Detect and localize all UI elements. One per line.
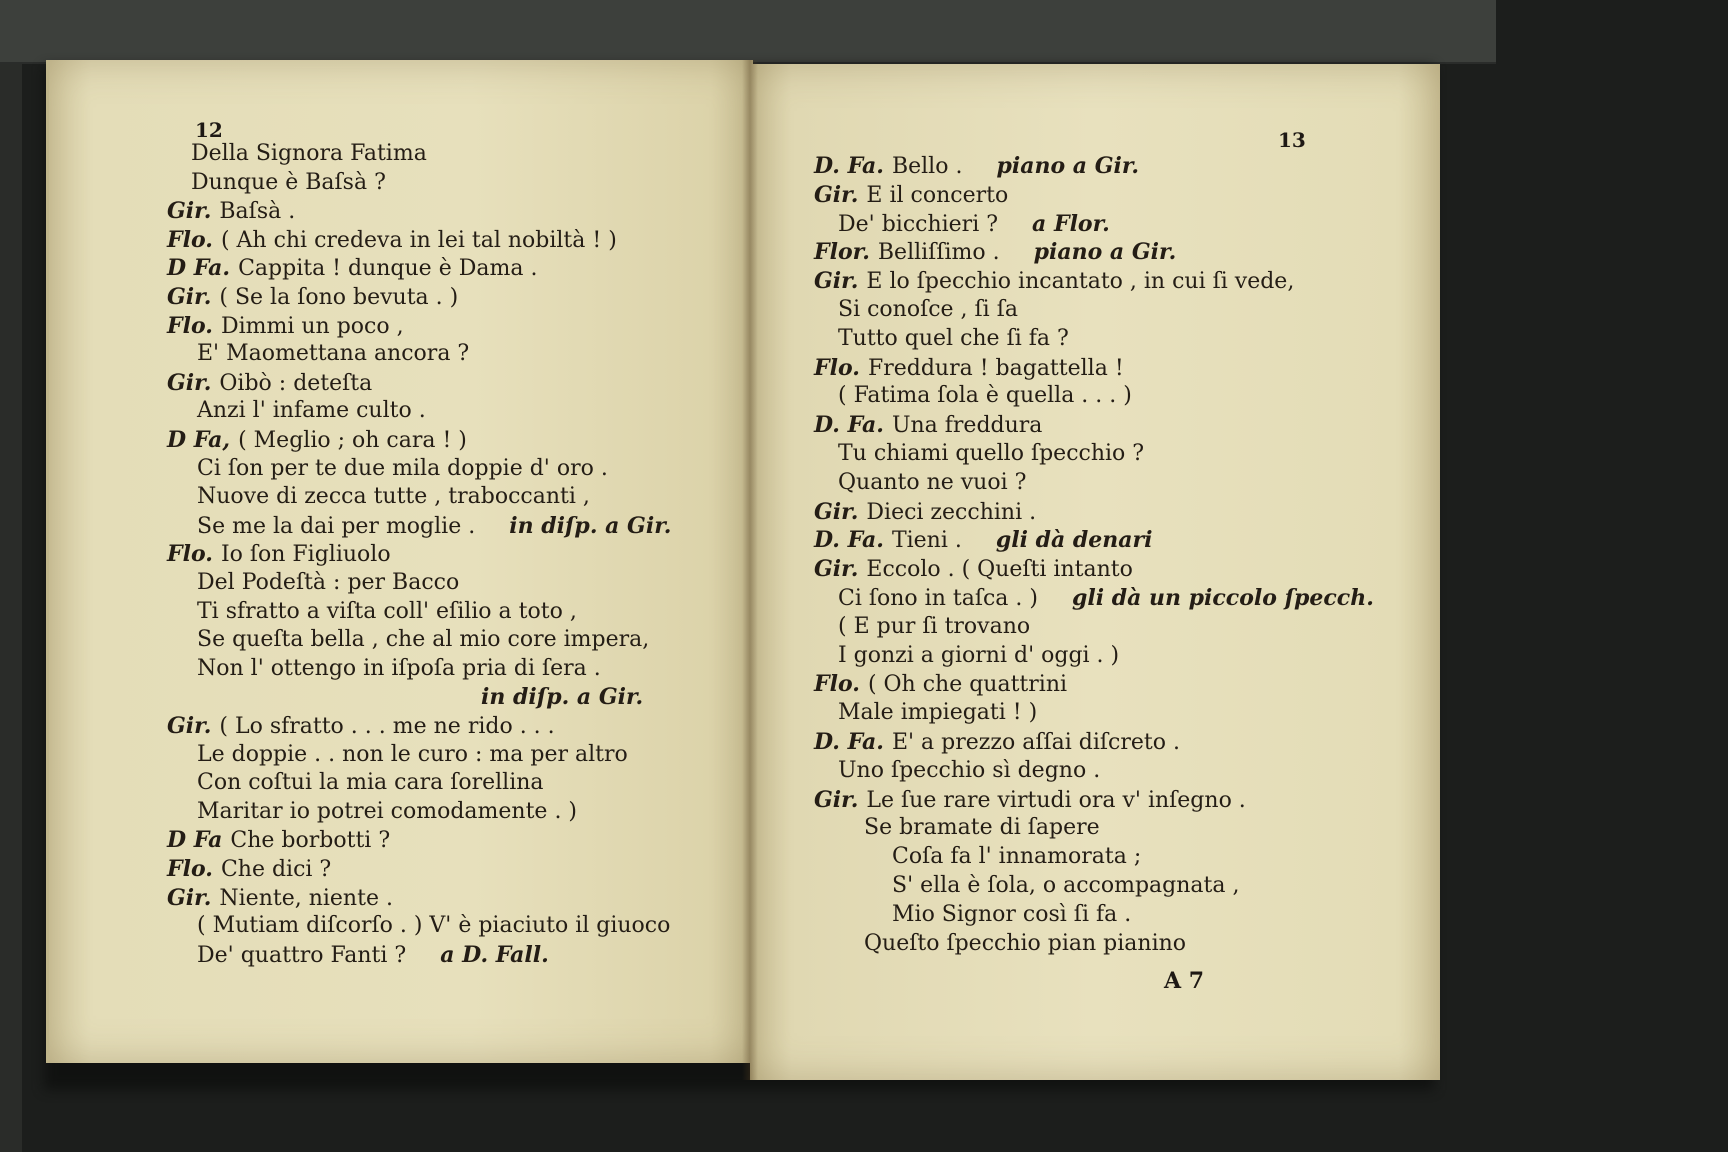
text-line: [864, 930, 1186, 958]
speaker-name: Gir.: [167, 713, 212, 739]
text-line: [197, 655, 601, 683]
catchword: A 7: [1164, 968, 1205, 994]
stage-direction: gli dà un piccolo ſpecch.: [1071, 585, 1374, 611]
dialogue-text: Dimmi un poco ,: [220, 313, 404, 339]
dialogue-text: E' a prezzo aſſai diſcreto .: [891, 730, 1180, 755]
dialogue-text: Eccolo . ( Queſti intanto: [866, 557, 1133, 583]
text-line: [167, 254, 537, 283]
left-page: [46, 60, 753, 1063]
stage-direction: gli dà denari: [995, 527, 1153, 554]
page-number-right: 13: [1278, 128, 1306, 152]
text-line: [814, 786, 1246, 815]
dialogue-text: ( Fatima ſola è quella . . . ): [838, 383, 1132, 409]
text-line: [197, 598, 577, 626]
dialogue-text: ( Se la ſono bevuta . ): [219, 285, 459, 310]
text-line: [814, 498, 1036, 527]
text-line: [814, 181, 1008, 210]
dialogue-text: Belliſſimo .: [877, 240, 1000, 266]
speaker-name: Gir.: [814, 498, 859, 525]
stage-direction: in diſp. a Gir.: [481, 684, 644, 711]
dialogue-text: E il concerto: [866, 182, 1009, 208]
text-line: [167, 540, 391, 569]
text-line: [167, 826, 390, 855]
text-line: [838, 440, 1144, 468]
dialogue-text: Oibò : deteſta: [219, 370, 373, 396]
dialogue-text: De' quattro Fanti ?: [197, 942, 407, 968]
dialogue-text: Tu chiami quello ſpecchio ?: [838, 441, 1145, 466]
stage-direction: in diſp. a Gir.: [509, 512, 672, 539]
dialogue-text: E lo ſpecchio incantato , in cui ſi vede,: [866, 269, 1295, 295]
stage-direction: piano a Gir.: [1033, 239, 1177, 266]
dialogue-text: Se bramate di ſapere: [864, 815, 1100, 841]
text-line: [864, 814, 1100, 842]
text-line: [814, 526, 1153, 555]
text-line: [838, 613, 1030, 641]
page-number-left: 12: [195, 118, 223, 142]
stage-direction: piano a Gir.: [996, 153, 1140, 179]
speaker-name: Flo.: [167, 226, 213, 253]
text-line: [191, 169, 386, 197]
dialogue-text: Si conoſce , ſi ſa: [838, 297, 1018, 322]
speaker-name: Flo.: [814, 354, 860, 381]
dialogue-text: Male impiegati ! ): [838, 700, 1038, 726]
book-gutter: [742, 60, 758, 1080]
text-line: [838, 699, 1037, 727]
text-line: [197, 626, 649, 654]
dialogue-text: ( Meglio ; oh cara ! ): [238, 428, 467, 453]
dialogue-text: Della Signora Fatima: [191, 141, 427, 166]
text-line: [197, 798, 577, 826]
speaker-name: D Fa: [167, 827, 223, 854]
text-line: [838, 584, 1374, 613]
dialogue-text: Cappita ! dunque è Dama .: [238, 256, 538, 282]
text-line: [191, 140, 427, 168]
dialogue-text: ( Ah chi credeva in lei tal nobiltà ! ): [220, 227, 617, 253]
speaker-name: D. Fa.: [814, 527, 884, 554]
text-line: [892, 843, 1141, 871]
text-line: [838, 757, 1100, 785]
speaker-name: Gir.: [814, 556, 859, 583]
text-line: [167, 855, 331, 884]
text-line: [197, 397, 426, 425]
dialogue-text: Freddura ! bagattella !: [867, 355, 1124, 381]
text-line: [167, 312, 404, 341]
text-line: [197, 455, 608, 483]
dialogue-text: E' Maomettana ancora ?: [197, 341, 470, 367]
dialogue-text: Bello .: [891, 154, 963, 179]
dialogue-text: Una freddura: [891, 413, 1043, 439]
dialogue-text: De' bicchieri ?: [838, 211, 999, 237]
text-line: [197, 340, 469, 368]
speaker-name: D. Fa.: [814, 412, 884, 439]
dialogue-text: ( Oh che quattrini: [867, 672, 1068, 698]
dialogue-text: Maritar io potrei comodamente . ): [197, 798, 578, 824]
text-line: [197, 769, 544, 797]
text-line: [892, 872, 1239, 900]
speaker-name: Gir.: [167, 284, 212, 310]
dialogue-text: Se queſta bella , che al mio core impera,: [197, 627, 650, 653]
text-line: [167, 426, 467, 455]
stage-direction: a Flor.: [1032, 210, 1110, 237]
text-line: [447, 683, 643, 712]
text-line: [197, 941, 549, 970]
scanner-top-bar: [0, 0, 1496, 64]
text-line: [167, 283, 458, 312]
text-line: [197, 912, 670, 940]
speaker-name: Flor.: [814, 239, 870, 266]
dialogue-text: Mio Signor così ſi fa .: [892, 901, 1132, 927]
text-line: [167, 884, 393, 913]
dialogue-text: Le doppie . . non le curo : ma per altro: [197, 741, 628, 767]
text-line: [838, 210, 1110, 239]
speaker-name: Gir.: [167, 369, 212, 396]
dialogue-text: Ci ſon per te due mila doppie d' oro .: [197, 455, 608, 481]
stage-direction: a D. Fall.: [440, 941, 549, 968]
dialogue-text: S' ella è ſola, o accompagnata ,: [892, 873, 1240, 898]
text-line: [814, 728, 1180, 757]
dialogue-text: Con coſtui la mia cara ſorellina: [197, 770, 544, 796]
dialogue-text: Tieni .: [891, 528, 962, 554]
dialogue-text: Quanto ne vuoi ?: [838, 469, 1027, 495]
dialogue-text: Che dici ?: [220, 857, 332, 882]
text-line: [167, 712, 555, 741]
speaker-name: Gir.: [814, 268, 859, 295]
dialogue-text: Niente, niente .: [219, 885, 393, 911]
text-line: [814, 411, 1042, 440]
text-line: [838, 296, 1018, 324]
speaker-name: Flo.: [814, 671, 860, 698]
scan-background-strip: [0, 0, 22, 1152]
dialogue-text: Tutto quel che ſi fa ?: [838, 325, 1069, 351]
text-line: [838, 469, 1026, 497]
dialogue-text: I gonzi a giorni d' oggi . ): [838, 642, 1120, 668]
text-line: [838, 642, 1119, 670]
dialogue-text: Queſto ſpecchio pian pianino: [864, 930, 1187, 956]
text-line: [892, 901, 1131, 929]
text-line: [814, 354, 1124, 383]
text-line: [814, 267, 1294, 296]
text-line: [814, 238, 1176, 267]
text-line: [167, 197, 295, 226]
speaker-name: Gir.: [167, 198, 212, 225]
dialogue-text: Io ſon Figliuolo: [220, 542, 391, 568]
dialogue-text: Nuove di zecca tutte , traboccanti ,: [197, 484, 590, 510]
text-line: [197, 741, 628, 769]
dialogue-text: Coſa fa l' innamorata ;: [892, 844, 1142, 870]
dialogue-text: ( E pur ſi trovano: [838, 613, 1031, 639]
dialogue-text: Se me la dai per moglie .: [197, 513, 476, 539]
dialogue-text: Ti sfratto a viſta coll' eſilio a toto ,: [197, 598, 577, 624]
text-line: [167, 226, 617, 255]
text-line: [814, 670, 1067, 699]
dialogue-text: Ci ſono in taſca . ): [838, 586, 1038, 611]
dialogue-text: ( Lo sfratto . . . me ne rido . . .: [219, 714, 555, 739]
text-line: [197, 512, 671, 541]
speaker-name: Flo.: [167, 312, 213, 339]
dialogue-text: Uno ſpecchio sì degno .: [838, 757, 1101, 783]
speaker-name: Gir.: [814, 786, 859, 813]
text-line: [838, 325, 1069, 353]
speaker-name: Gir.: [814, 181, 859, 208]
speaker-name: Gir.: [167, 884, 212, 911]
dialogue-text: Baſsà .: [219, 199, 296, 225]
speaker-name: D Fa,: [167, 427, 231, 453]
speaker-name: Flo.: [167, 541, 213, 568]
dialogue-text: ( Mutiam diſcorſo . ) V' è piaciuto il giuoco: [197, 913, 671, 939]
speaker-name: D Fa.: [167, 255, 231, 282]
text-line: [838, 382, 1132, 410]
speaker-name: D. Fa.: [814, 153, 884, 179]
dialogue-text: Le ſue rare virtudi ora v' inſegno .: [866, 787, 1246, 813]
dialogue-text: Che borbotti ?: [230, 828, 391, 854]
text-line: [814, 152, 1139, 181]
text-line: [814, 555, 1133, 584]
speaker-name: D. Fa.: [814, 729, 884, 755]
dialogue-text: Dieci zecchini .: [866, 499, 1037, 525]
dialogue-text: Dunque è Baſsà ?: [191, 169, 386, 195]
right-page: [750, 64, 1440, 1080]
dialogue-text: Anzi l' infame culto .: [197, 398, 426, 424]
text-line: [197, 483, 590, 511]
dialogue-text: Del Podeſtà : per Bacco: [197, 570, 460, 595]
speaker-name: Flo.: [167, 856, 213, 882]
text-line: [167, 369, 372, 398]
dialogue-text: Non l' ottengo in iſpoſa pria di ſera .: [197, 655, 601, 681]
text-line: [197, 569, 459, 597]
